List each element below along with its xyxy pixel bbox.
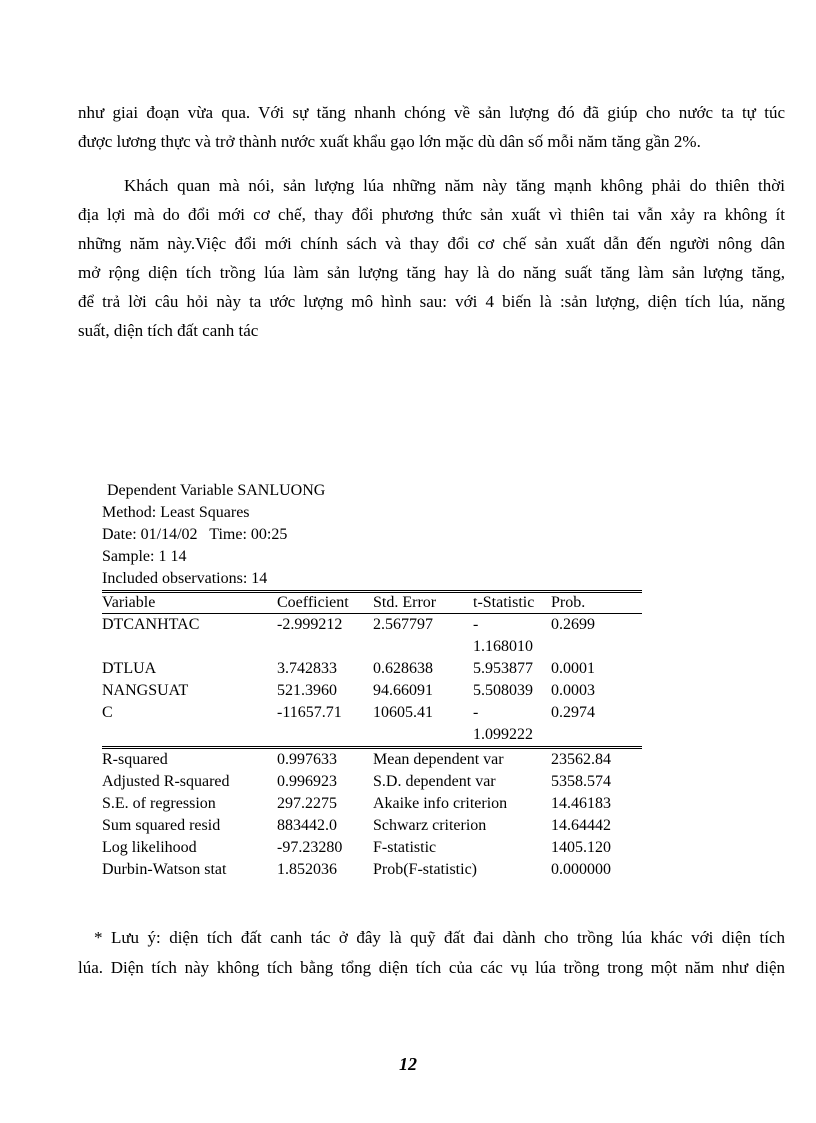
stats-row — [102, 771, 642, 793]
column-header: Std. Error — [373, 592, 473, 614]
text-line: những năm này.Việc đổi mới chính sách và thay đổi cơ chế sản xuất dẫn đến người nông dân — [78, 234, 785, 253]
t-statistic: - — [473, 704, 479, 721]
probability: 0.2699 — [551, 616, 595, 633]
stat-label: S.D. dependent var — [373, 773, 496, 790]
t-statistic-wrap: 1.099222 — [473, 726, 533, 743]
paragraph-1 — [78, 98, 785, 156]
variable-name: NANGSUAT — [102, 682, 189, 699]
stat-label: Prob(F-statistic) — [373, 861, 477, 878]
column-header: Prob. — [551, 592, 642, 614]
t-statistic: 5.508039 — [473, 682, 533, 699]
coefficient: 521.3960 — [277, 682, 337, 699]
probability: 0.0003 — [551, 682, 595, 699]
text-line: được lương thực và trở thành nước xuất khẩu gạo lớn mặc dù dân số mỗi năm tăng gần 2%. — [78, 132, 701, 151]
text-line: địa lợi mà do đổi mới cơ chế, thay đổi phương thức sản xuất vì thiên tai vẫn xảy ra không ít — [78, 205, 785, 224]
text-line: suất, diện tích đất canh tác — [78, 321, 259, 340]
regression-table — [102, 590, 642, 881]
regression-dependent-variable: Dependent Variable SANLUONG — [107, 482, 326, 499]
column-header: Coefficient — [277, 592, 373, 614]
column-header: t-Statistic — [473, 592, 551, 614]
t-statistic-wrap: 1.168010 — [473, 638, 533, 655]
note-paragraph — [78, 923, 785, 983]
regression-method: Method: Least Squares — [102, 504, 250, 521]
stats-row — [102, 815, 642, 837]
regression-date: Date: 01/14/02 Time: 00:25 — [102, 526, 288, 543]
stat-label: Log likelihood — [102, 839, 197, 856]
t-statistic: 5.953877 — [473, 660, 533, 677]
probability: 0.2974 — [551, 704, 595, 721]
variable-name: C — [102, 704, 113, 721]
stat-value: 1.852036 — [277, 861, 337, 878]
std-error: 2.567797 — [373, 616, 433, 633]
table-row-continuation — [102, 636, 642, 658]
stat-label: Mean dependent var — [373, 748, 551, 772]
std-error: 10605.41 — [373, 704, 433, 721]
std-error: 94.66091 — [373, 682, 433, 699]
stat-label: Durbin-Watson stat — [102, 861, 227, 878]
stat-label: Sum squared resid — [102, 817, 221, 834]
text-line: * Lưu ý: diện tích đất canh tác ở đây là quỹ đất đai dành cho trồng lúa khác với diện tích — [94, 928, 785, 947]
text-line: mở rộng diện tích trồng lúa làm sản lượng tăng hay là do năng suất tăng làm sản lượng tăng, — [78, 263, 785, 282]
stat-value: 0.000000 — [551, 861, 611, 878]
table-header-row — [102, 592, 642, 614]
stat-value: 1405.120 — [551, 839, 611, 856]
stats-row — [102, 748, 642, 772]
stats-row — [102, 859, 642, 881]
std-error: 0.628638 — [373, 660, 433, 677]
t-statistic: - — [473, 616, 479, 633]
table-row — [102, 702, 642, 724]
stat-value: 14.64442 — [551, 817, 611, 834]
variable-name: DTLUA — [102, 660, 157, 677]
table-row — [102, 680, 642, 702]
stat-value: 5358.574 — [551, 773, 611, 790]
coefficient: -11657.71 — [277, 704, 342, 721]
stat-value: 23562.84 — [551, 748, 642, 772]
coefficient: 3.742833 — [277, 660, 337, 677]
stat-label: R-squared — [102, 748, 277, 772]
stat-label: Adjusted R-squared — [102, 773, 230, 790]
text-line: để trả lời câu hỏi này ta ước lượng mô hình sau: với 4 biến là :sản lượng, diện tích lúa, năng — [78, 292, 785, 311]
table-row — [102, 614, 642, 637]
stat-value: 883442.0 — [277, 817, 337, 834]
text-line: lúa. Diện tích này không tích bằng tổng diện tích của các vụ lúa trồng trong một năm như diện — [78, 958, 785, 977]
regression-sample: Sample: 1 14 — [102, 548, 187, 565]
regression-observations: Included observations: 14 — [102, 570, 268, 587]
stat-value: 0.996923 — [277, 773, 337, 790]
stat-label: S.E. of regression — [102, 795, 216, 812]
stat-value: -97.23280 — [277, 839, 343, 856]
variable-name: DTCANHTAC — [102, 616, 200, 633]
paragraph-2 — [78, 171, 785, 345]
column-header: Variable — [102, 592, 277, 614]
table-row-continuation — [102, 724, 642, 748]
stat-label: F-statistic — [373, 839, 437, 856]
stat-value: 0.997633 — [277, 748, 373, 772]
coefficient: -2.999212 — [277, 616, 343, 633]
stats-row — [102, 837, 642, 859]
text-line: như giai đoạn vừa qua. Với sự tăng nhanh chóng về sản lượng đó đã giúp cho nước ta tự túc — [78, 103, 785, 122]
regression-output — [102, 480, 642, 881]
table-row — [102, 658, 642, 680]
stat-value: 14.46183 — [551, 795, 611, 812]
stats-row — [102, 793, 642, 815]
text-line: Khách quan mà nói, sản lượng lúa những năm này tăng mạnh không phải do thiên thời — [124, 176, 785, 195]
stat-value: 297.2275 — [277, 795, 337, 812]
stat-label: Akaike info criterion — [373, 795, 508, 812]
page-number: 12 — [399, 1054, 417, 1074]
stat-label: Schwarz criterion — [373, 817, 487, 834]
probability: 0.0001 — [551, 660, 595, 677]
